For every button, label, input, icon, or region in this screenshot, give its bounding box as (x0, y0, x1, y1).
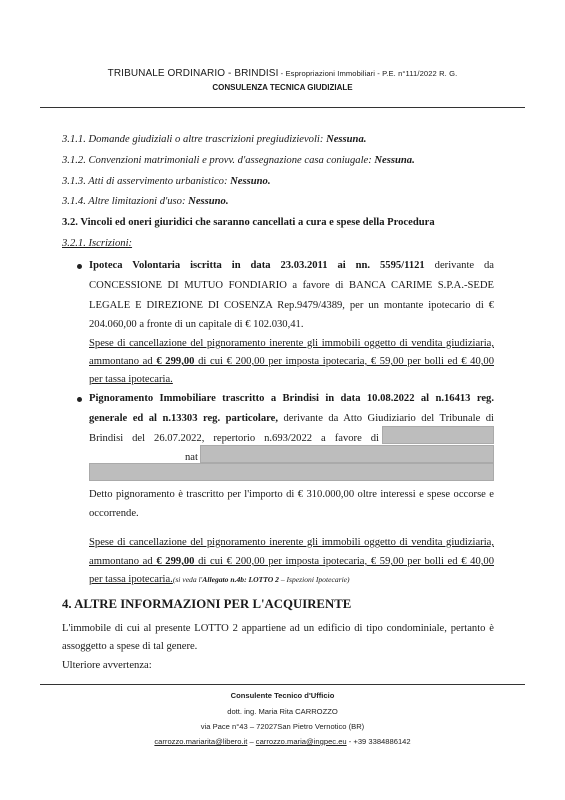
footer-email-2[interactable]: carrozzo.maria@ingpec.eu (255, 737, 347, 746)
section-4-paragraph-line-1: L'immobile di cui al presente LOTTO 2 appartiene ad un edificio di tipo condominiale, pertanto è (62, 623, 494, 634)
case-reference: - Espropriazioni Immobiliari - P.E. n°111/2022 R. G. (278, 69, 458, 78)
ipoteca-line-2: CONCESSIONE DI MUTUO FONDIARIO a favore di BANCA CARIME S.P.A.-SEDE (89, 280, 494, 291)
item-3-1-3: 3.1.3. Atti di asservimento urbanistico: Nessuno. (62, 176, 271, 187)
bullet-ipoteca (77, 264, 82, 269)
pignoramento-line-2: generale ed al n.13303 reg. particolare, derivante da Atto Giudiziario del Tribunale di (89, 413, 494, 424)
pignoramento-line-4: nat (185, 452, 198, 463)
ipoteca-spese-line-1: Spese di cancellazione del pignoramento inerente gli immobili oggetto di vendita giudiziaria, (89, 338, 494, 349)
section-3-2-heading: 3.2. Vincoli ed oneri giuridici che saranno cancellati a cura e spese della Procedura (62, 217, 435, 228)
redacted-details (89, 463, 494, 481)
ipoteca-spese-line-2: ammontano ad € 299,00 di cui € 200,00 per imposta ipotecaria, € 59,00 per bolli ed € 40,00 (89, 356, 495, 367)
bullet-pignoramento (77, 397, 82, 402)
pignoramento-line-5: Detto pignoramento è trascritto per l'importo di € 310.000,00 oltre interessi e spese occorse e (89, 489, 494, 500)
footer-role: Consulente Tecnico d'Ufficio (230, 691, 335, 700)
pignoramento-spese-line-1: Spese di cancellazione del pignoramento inerente gli immobili oggetto di vendita giudiziaria, (89, 537, 494, 548)
court-header (40, 68, 525, 79)
ipoteca-line-3: LEGALE E DIREZIONE DI COSENZA Rep.9479/4389, per un montante ipotecario di € (89, 300, 494, 311)
footer-address: via Pace n°43 – 72027San Pietro Vernotico (BR) (200, 722, 365, 731)
redacted-birth-info (200, 445, 494, 463)
ipoteca-line-1: Ipoteca Volontaria iscritta in data 23.03.2011 ai nn. 5595/1121 derivante da (89, 260, 495, 271)
section-4-heading: 4. ALTRE INFORMAZIONI PER L'ACQUIRENTE (62, 597, 352, 611)
pignoramento-line-3: Brindisi del 26.07.2022, repertorio n.693/2022 a favore di (89, 433, 379, 444)
header-divider (40, 107, 525, 108)
section-4-warning: Ulteriore avvertenza: (62, 660, 152, 671)
ipoteca-spese-line-3: per tassa ipotecaria. (89, 374, 173, 385)
footer-divider (40, 684, 525, 685)
section-4-paragraph-line-2: assoggetto a spese di tal genere. (62, 641, 198, 652)
court-name: TRIBUNALE ORDINARIO - BRINDISI (107, 68, 279, 79)
footer-email-1[interactable]: carrozzo.mariarita@libero.it (154, 737, 248, 746)
document-subtitle: CONSULENZA TECNICA GIUDIZIALE (212, 83, 353, 92)
item-3-1-2: 3.1.2. Convenzioni matrimoniali e provv. d'assegnazione casa coniugale: Nessuna. (62, 155, 415, 166)
pignoramento-line-6: occorrende. (89, 508, 139, 519)
redacted-creditor (382, 426, 494, 444)
footer-phone: - +39 3384886142 (346, 737, 411, 746)
footer-name: dott. ing. Maria Rita CARROZZO (227, 707, 338, 716)
section-3-2-1-heading: 3.2.1. Iscrizioni: (62, 238, 133, 249)
item-3-1-4: 3.1.4. Altre limitazioni d'uso: Nessuno. (62, 196, 229, 207)
pignoramento-spese-line-3: per tassa ipotecaria.(si veda l'Allegato n.4b: LOTTO 2 – Ispezioni Ipotecarie) (89, 574, 350, 585)
footer-contacts: carrozzo.mariarita@libero.it – carrozzo.maria@ingpec.eu - +39 3384886142 (154, 737, 411, 746)
ipoteca-line-4: 204.060,00 a fronte di un capitale di € 102.030,41. (89, 319, 304, 330)
item-3-1-1: 3.1.1. Domande giudiziali o altre trascrizioni pregiudizievoli: Nessuna. (62, 134, 367, 145)
pignoramento-spese-line-2: ammontano ad € 299,00 di cui € 200,00 per imposta ipotecaria, € 59,00 per bolli ed € 40,00 (89, 556, 495, 567)
pignoramento-line-1: Pignoramento Immobiliare trascritto a Brindisi in data 10.08.2022 al n.16413 reg. (89, 393, 494, 404)
